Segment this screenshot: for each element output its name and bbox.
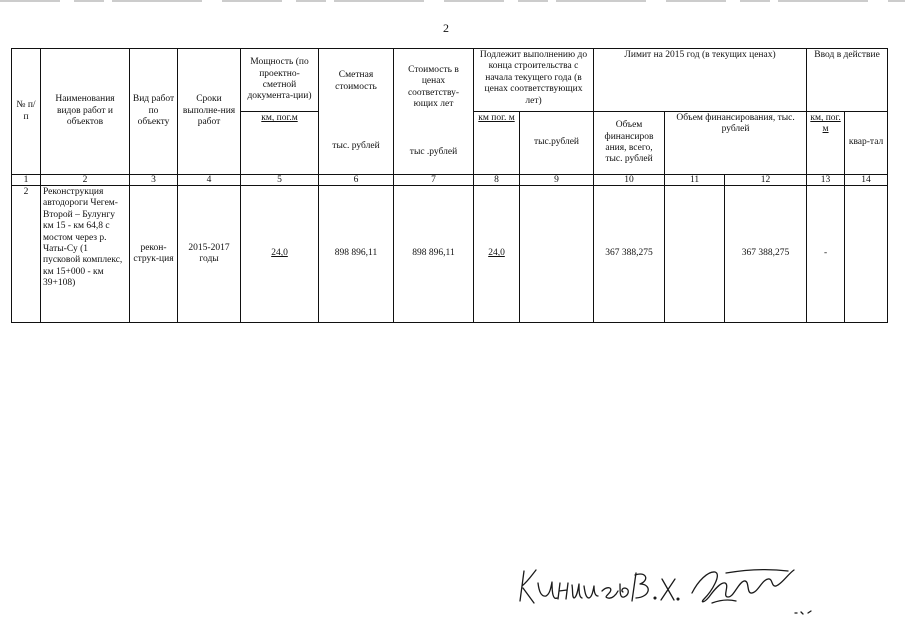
column-number: 2 <box>41 175 130 186</box>
cell-remaining-km: 24,0 <box>474 186 520 323</box>
column-number: 11 <box>665 175 725 186</box>
header-cost-unit: тыс .рублей <box>409 146 458 157</box>
cell-financing-volume: 367 388,275 <box>594 186 665 323</box>
column-number: 1 <box>12 175 41 186</box>
column-number-row <box>12 175 888 186</box>
scan-edge-line <box>0 0 905 4</box>
cell-number: 2 <box>12 186 41 323</box>
column-number: 9 <box>520 175 594 186</box>
header-estimate-unit: тыс. рублей <box>332 141 380 152</box>
header-estimate <box>319 49 394 175</box>
cell-capacity: 24,0 <box>241 186 319 323</box>
cell-republic-budget: 367 388,275 <box>725 186 807 323</box>
header-remaining-km: км пог. м <box>474 112 520 175</box>
table-header-row <box>12 49 888 112</box>
table-row <box>12 186 888 323</box>
page-number: 2 <box>443 21 449 35</box>
financing-table <box>11 48 888 323</box>
header-number: № п/п <box>12 49 41 175</box>
cell-cost: 898 896,11 <box>394 186 474 323</box>
header-estimate-label: Сметная стоимость <box>335 70 377 92</box>
cell-commissioning-km: - <box>807 186 845 323</box>
header-remaining-rub: тыс.рублей <box>520 112 594 175</box>
column-number: 14 <box>845 175 888 186</box>
column-number: 13 <box>807 175 845 186</box>
header-remaining: Подлежит выполнению до конца строительства с начала текущего года (в ценах соответствующих лет) <box>474 49 594 112</box>
column-number: 3 <box>130 175 178 186</box>
header-financing-group: Объем финансирования, тыс. рублей <box>665 112 807 175</box>
column-number: 8 <box>474 175 520 186</box>
cell-work-name: Реконструкция автодороги Чегем- Второй – Булунгу км 15 - км 64,8 с мостом через р. Чаты-Су (1 пусковой комплекс, км 15+000 - км 39+108) <box>41 186 130 323</box>
header-work-dates: Сроки выполне-ния работ <box>178 49 241 175</box>
column-number: 4 <box>178 175 241 186</box>
header-work-type: Вид работ по объекту <box>130 49 178 175</box>
header-cost-label: Стоимость в ценах соответству-ющих лет <box>407 65 460 110</box>
header-limit: Лимит на 2015 год (в текущих ценах) <box>594 49 807 112</box>
handwritten-signature <box>512 553 812 623</box>
cell-work-type: рекон-струк-ция <box>130 186 178 323</box>
header-cost <box>394 49 474 175</box>
column-number: 6 <box>319 175 394 186</box>
cell-commissioning-quarter <box>845 186 888 323</box>
cell-estimate: 898 896,11 <box>319 186 394 323</box>
header-commissioning: Ввод в действие <box>807 49 888 112</box>
cell-subsidies <box>665 186 725 323</box>
column-number: 7 <box>394 175 474 186</box>
header-capacity-unit: км, пог.м <box>241 112 319 175</box>
header-commissioning-km: км, пог. м <box>807 112 845 175</box>
column-number: 5 <box>241 175 319 186</box>
header-commissioning-quarter: квар-тал <box>845 112 888 175</box>
header-work-name: Наименования видов работ и объектов <box>41 49 130 175</box>
column-number: 10 <box>594 175 665 186</box>
cell-work-dates: 2015-2017 годы <box>178 186 241 323</box>
cell-remaining-rub <box>520 186 594 323</box>
header-capacity: Мощность (по проектно-сметной документа-ции) <box>241 49 319 112</box>
column-number: 12 <box>725 175 807 186</box>
header-financing-volume: Объем финансиров ания, всего, тыс. рублей <box>594 112 665 175</box>
